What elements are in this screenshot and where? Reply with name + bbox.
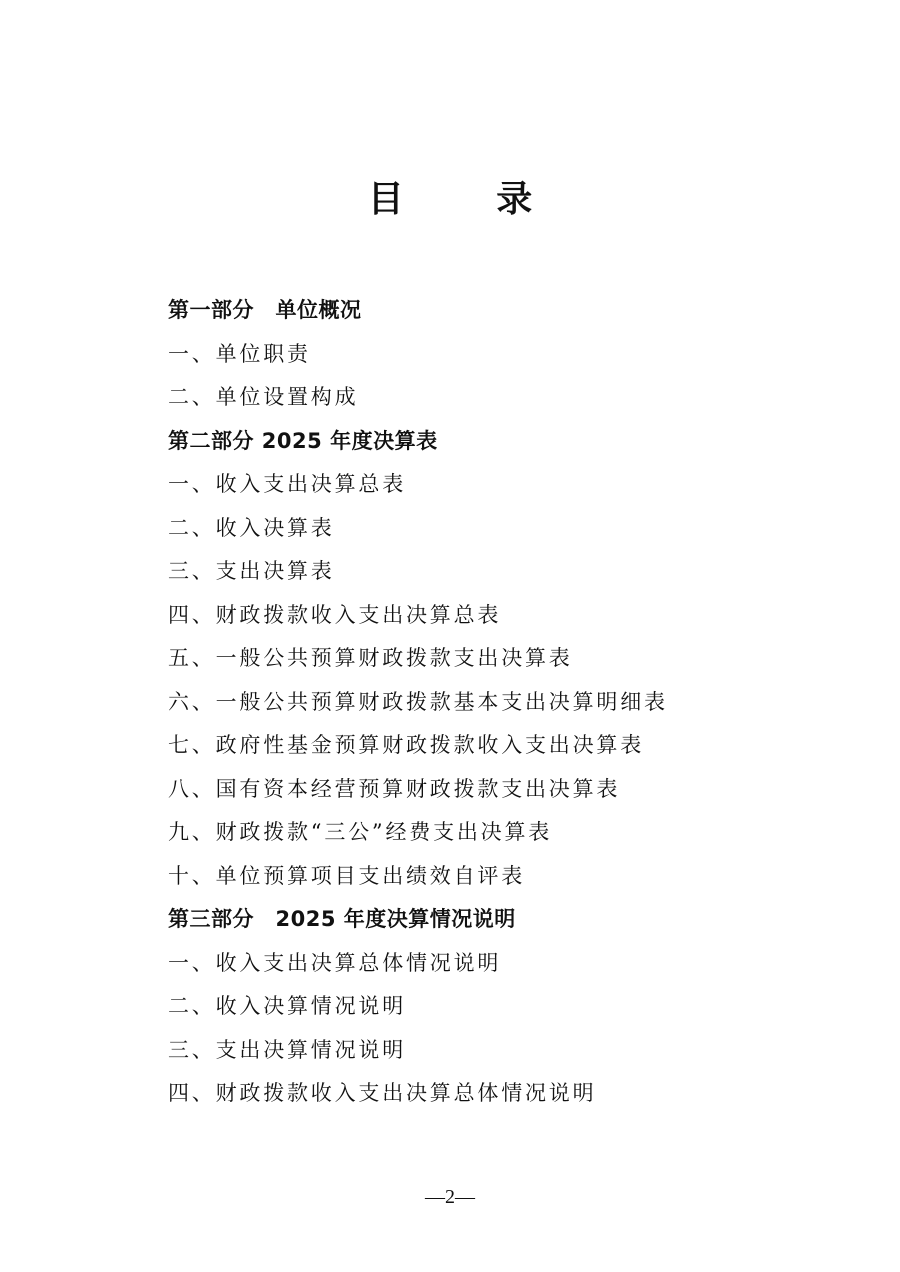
- toc-item: 一、收入支出决算总体情况说明: [168, 950, 502, 975]
- toc-item: 一、收入支出决算总表: [168, 472, 406, 496]
- table-of-contents: [168, 289, 808, 1116]
- toc-item: 一、单位职责: [168, 341, 311, 366]
- toc-part-1: 第一部分 单位概况: [168, 298, 362, 322]
- toc-item: 三、支出决算表: [168, 559, 335, 583]
- toc-item: 三、支出决算情况说明: [168, 1037, 406, 1062]
- toc-item: 二、单位设置构成: [168, 385, 359, 409]
- toc-part-3: 第三部分 2025 年度决算情况说明: [168, 907, 516, 931]
- toc-item: 九、财政拨款“三公”经费支出决算表: [168, 820, 553, 844]
- page-number: —2—: [425, 1186, 475, 1208]
- toc-item: 二、收入决算表: [168, 515, 335, 540]
- toc-item: 十、单位预算项目支出绩效自评表: [168, 863, 525, 888]
- page-title: 目 录: [367, 178, 573, 220]
- toc-item: 四、财政拨款收入支出决算总表: [168, 602, 502, 627]
- toc-part-2: 第二部分 2025 年度决算表: [168, 428, 438, 453]
- toc-item: 二、收入决算情况说明: [168, 994, 406, 1018]
- toc-item: 四、财政拨款收入支出决算总体情况说明: [168, 1081, 597, 1105]
- toc-item: 六、一般公共预算财政拨款基本支出决算明细表: [168, 689, 668, 714]
- toc-item: 七、政府性基金预算财政拨款收入支出决算表: [168, 733, 644, 757]
- toc-item: 八、国有资本经营预算财政拨款支出决算表: [168, 776, 621, 801]
- toc-item: 五、一般公共预算财政拨款支出决算表: [168, 646, 573, 670]
